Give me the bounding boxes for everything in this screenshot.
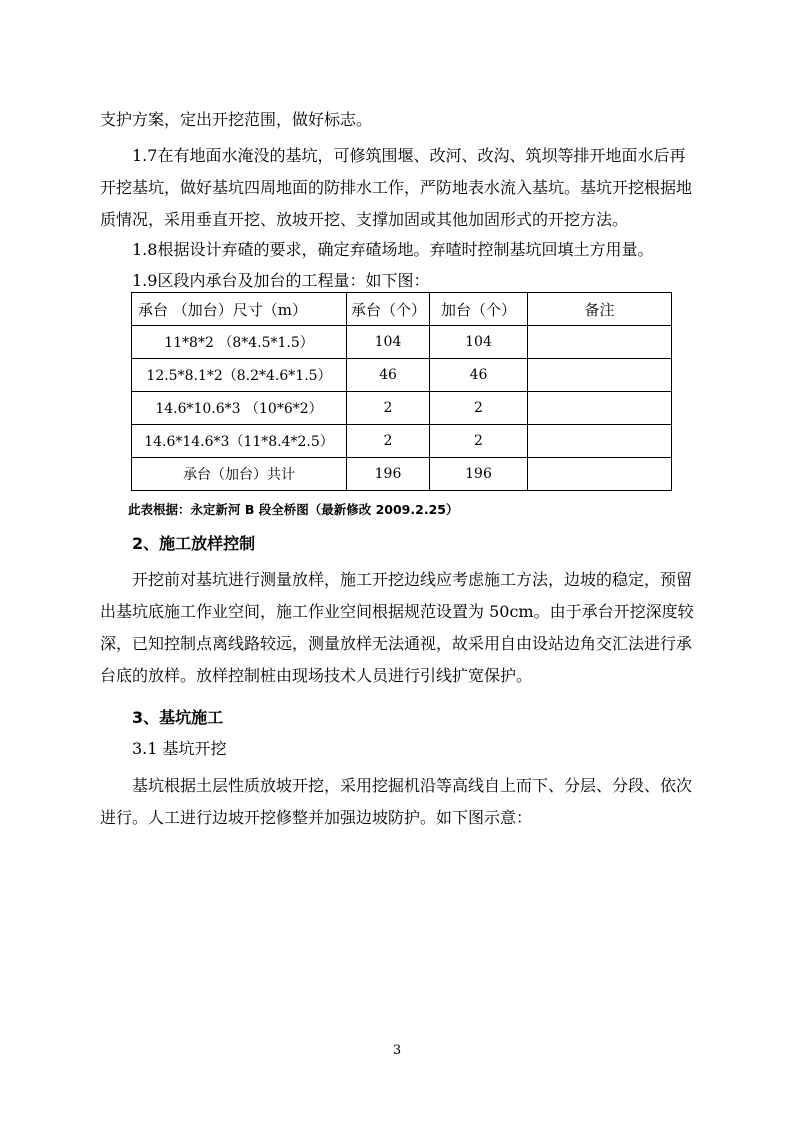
table-cell <box>528 458 672 491</box>
section-3-paragraph: 基坑根据土层性质放坡开挖，采用挖掘机沿等高线自上而下、分层、分段、依次进行。人工进行边坡开挖修整并加强边坡防护。如下图示意： <box>100 776 693 827</box>
table-row <box>132 326 672 359</box>
table-source-note: 此表根据：永定新河 B 段全桥图（最新修改 2009.2.25） <box>128 502 459 517</box>
table-cell <box>528 392 672 425</box>
table-header-cell: 加台（个） <box>430 293 528 326</box>
table-header-cell: 承台（个） <box>347 293 430 326</box>
table-cell: 2 <box>347 425 430 458</box>
subsection-3-1-heading: 3.1 基坑开挖 <box>132 739 227 758</box>
table-header-row <box>132 293 672 326</box>
table-cell: 14.6*14.6*3（11*8.4*2.5） <box>132 425 347 458</box>
table-row <box>132 392 672 425</box>
table-cell: 12.5*8.1*2（8.2*4.6*1.5） <box>132 359 347 392</box>
table-cell: 104 <box>347 326 430 359</box>
table-cell: 196 <box>430 458 528 491</box>
paragraph-1-7: 1.7在有地面水淹没的基坑，可修筑围堰、改河、改沟、筑坝等排开地面水后再开挖基坑，做好基坑四周地面的防排水工作，严防地表水流入基坑。基坑开挖根据地质情况，采用垂直开挖、放坡开挖、支撑加固或其他加固形式的开挖方法。 <box>100 146 693 229</box>
table-total-row <box>132 458 672 491</box>
paragraph-continuation: 支护方案，定出开挖范围，做好标志。 <box>100 110 373 129</box>
table-row <box>132 359 672 392</box>
table-cell: 2 <box>347 392 430 425</box>
table-cell: 104 <box>430 326 528 359</box>
section-3-heading: 3、基坑施工 <box>132 708 224 727</box>
table-cell: 46 <box>430 359 528 392</box>
table-cell <box>528 326 672 359</box>
table-row <box>132 425 672 458</box>
table-cell: 196 <box>347 458 430 491</box>
table-cell <box>528 425 672 458</box>
paragraph-1-8: 1.8根据设计弃碴的要求，确定弃碴场地。弃喳时控制基坑回填土方用量。 <box>132 240 654 259</box>
page-number: 3 <box>392 1043 402 1058</box>
table-cell <box>528 359 672 392</box>
table-cell: 2 <box>430 425 528 458</box>
table-header-cell: 备注 <box>528 293 672 326</box>
table-header-cell: 承台 （加台）尺寸（m） <box>132 293 347 326</box>
section-2-heading: 2、施工放样控制 <box>132 534 256 553</box>
table-cell: 14.6*10.6*3 （10*6*2） <box>132 392 347 425</box>
table-cell: 2 <box>430 392 528 425</box>
table-cell: 11*8*2 （8*4.5*1.5） <box>132 326 347 359</box>
table-cell: 承台（加台）共计 <box>132 458 347 491</box>
section-2-paragraph: 开挖前对基坑进行测量放样，施工开挖边线应考虑施工方法，边坡的稳定，预留出基坑底施工作业空间，施工作业空间根据规范设置为 50cm。由于承台开挖深度较深，已知控制点离线路较远，测量放样无法通视，故采用自由设站边角交汇法进行承台底的放样。放样控制桩由现场技术人员进行引线扩宽保护。 <box>100 570 694 685</box>
paragraph-1-9: 1.9区段内承台及加台的工程量：如下图： <box>132 271 430 290</box>
quantity-table <box>131 292 672 491</box>
table-cell: 46 <box>347 359 430 392</box>
